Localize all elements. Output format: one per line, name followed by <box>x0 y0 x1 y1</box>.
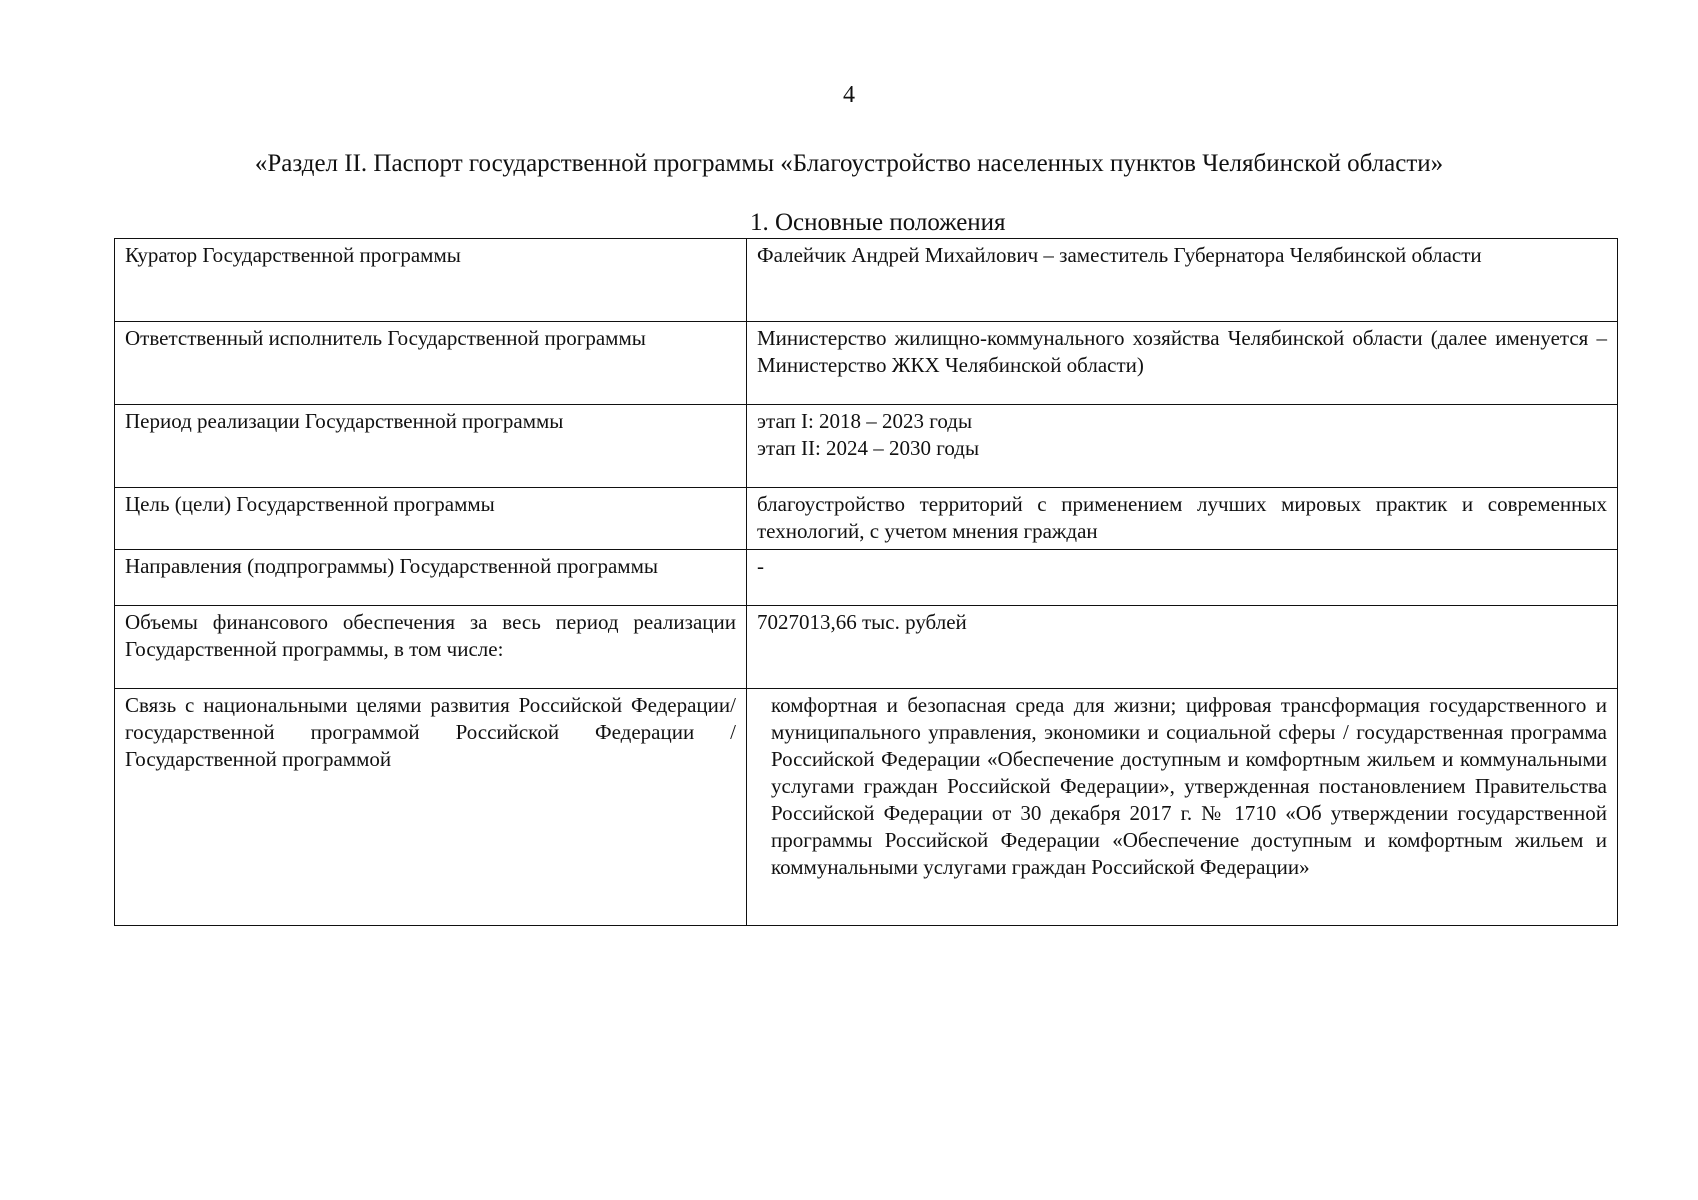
row-label-curator: Куратор Государственной программы <box>115 239 747 322</box>
table-row <box>115 550 1618 606</box>
table-row <box>115 405 1618 488</box>
program-passport-table <box>114 238 1618 926</box>
table-row <box>115 689 1618 926</box>
row-value-curator: Фалейчик Андрей Михайлович – заместитель Губернатора Челябинской области <box>747 239 1618 322</box>
row-label-national-goals: Связь с национальными целями развития Российской Федерации/ государственной программой Российской Федерации / Государственной программой <box>115 689 747 926</box>
row-value-national-goals: комфортная и безопасная среда для жизни; цифровая трансформация государственного и муниципального управления, экономики и социальной сферы / государственная программа Российской Федерации «Обеспечение доступным и комфортным жильем и коммунальными услугами граждан Российской Федерации», утвержденная постановлением Правительства Российской Федерации от 30 декабря 2017 г. № 1710 «Об утверждении государственной программы Российской Федерации «Обеспечение доступным и комфортным жильем и коммунальными услугами граждан Российской Федерации» <box>747 689 1618 926</box>
row-value-period <box>747 405 1618 488</box>
row-value-directions: - <box>747 550 1618 606</box>
row-label-goal: Цель (цели) Государственной программы <box>115 488 747 550</box>
row-value-goal: благоустройство территорий с применением лучших мировых практик и современных технологий, с учетом мнения граждан <box>747 488 1618 550</box>
table-row <box>115 488 1618 550</box>
row-label-period: Период реализации Государственной программы <box>115 405 747 488</box>
table-row <box>115 606 1618 689</box>
table-row <box>115 239 1618 322</box>
period-stage-1: этап I: 2018 – 2023 годы <box>757 409 973 433</box>
row-label-funding: Объемы финансового обеспечения за весь период реализации Государственной программы, в том числе: <box>115 606 747 689</box>
table-row <box>115 322 1618 405</box>
period-stage-2: этап II: 2024 – 2030 годы <box>757 436 980 460</box>
section-title: «Раздел II. Паспорт государственной программы «Благоустройство населенных пунктов Челябинской области» <box>254 150 1444 177</box>
row-label-directions: Направления (подпрограммы) Государственной программы <box>115 550 747 606</box>
row-value-funding: 7027013,66 тыс. рублей <box>747 606 1618 689</box>
page-number: 4 <box>843 82 855 108</box>
subsection-title: 1. Основные положения <box>750 209 1006 236</box>
row-label-executor: Ответственный исполнитель Государственной программы <box>115 322 747 405</box>
row-value-executor: Министерство жилищно-коммунального хозяйства Челябинской области (далее именуется – Министерство ЖКХ Челябинской области) <box>747 322 1618 405</box>
